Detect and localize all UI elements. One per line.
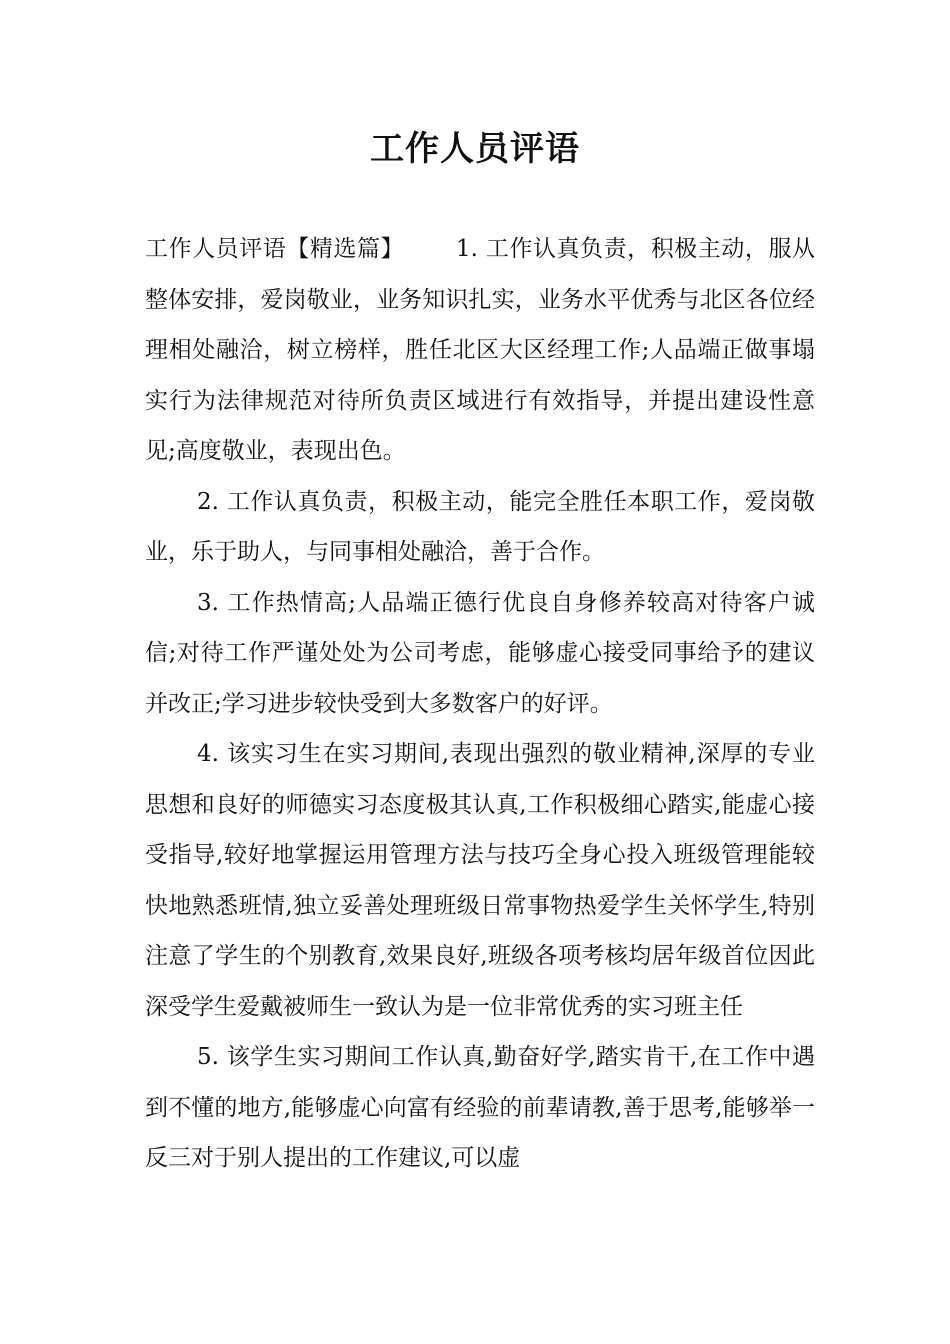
- paragraph-4: 4. 该实习生在实习期间,表现出强烈的敬业精神,深厚的专业思想和良好的师德实习态度极其认真,工作积极细心踏实,能虚心接受指导,较好地掌握运用管理方法与技巧全身心投入班级管理能较快地熟悉班情,独立妥善处理班级日常事物热爱学生关怀学生,特别注意了学生的个别教育,效果良好,班级各项考核均居年级首位因此深受学生爱戴被师生一致认为是一位非常优秀的实习班主任: [145, 741, 815, 1020]
- paragraph-5: 5. 该学生实习期间工作认真,勤奋好学,踏实肯干,在工作中遇到不懂的地方,能够虚心向富有经验的前辈请教,善于思考,能够举一反三对于别人提出的工作建议,可以虚: [145, 1044, 815, 1171]
- paragraph-1: [145, 224, 815, 477]
- document-body: [145, 224, 815, 1184]
- paragraph-3: 3. 工作热情高;人品端正德行优良自身修养较高对待客户诚信;对待工作严谨处处为公司考虑，能够虚心接受同事给予的建议并改正;学习进步较快受到大多数客户的好评。: [145, 589, 815, 717]
- paragraph-1-text: 1. 工作认真负责，积极主动，服从整体安排，爱岗敬业，业务知识扎实，业务水平优秀与北区各位经理相处融洽，树立榜样，胜任北区大区经理工作;人品端正做事塌实行为法律规范对待所负责区域进行有效指导，并提出建设性意见;高度敬业，表现出色。: [145, 236, 815, 464]
- document-title: 工作人员评语: [370, 129, 580, 169]
- paragraph-2: 2. 工作认真负责，积极主动，能完全胜任本职工作，爱岗敬业，乐于助人，与同事相处融洽，善于合作。: [145, 488, 815, 565]
- intro-label: 工作人员评语【精选篇】: [145, 236, 405, 262]
